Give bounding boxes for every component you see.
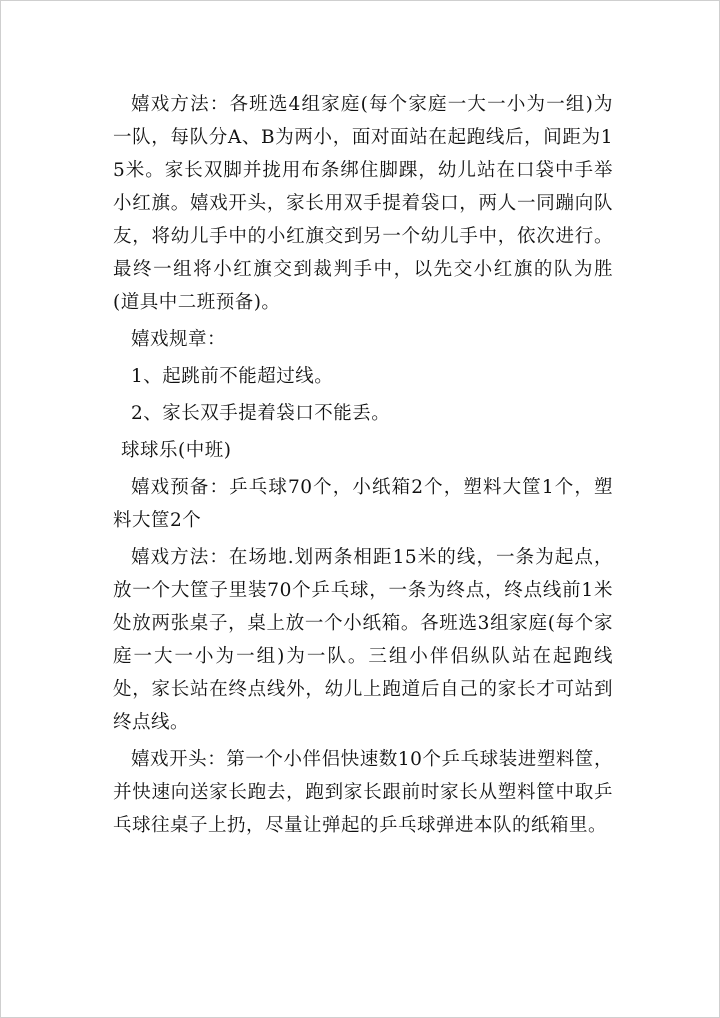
paragraph-game-method-2: 嬉戏方法：在场地.划两条相距15米的线，一条为起点，放一个大筐子里装70个乒乓球，一条为终点，终点线前1米处放两张桌子，桌上放一个小纸箱。各班选3组家庭(每个家庭一大一小为一组)为一队。三组小伴侣纵队站在起跑线处，家长站在终点线外，幼儿上跑道后自己的家长才可站到终点线。: [113, 547, 613, 733]
paragraph-rule-1: 1、起跳前不能超过线。: [131, 366, 334, 387]
paragraph-game-start: 嬉戏开头：第一个小伴侣快速数10个乒乓球装进塑料筐，并快速向送家长跑去，跑到家长跟前时家长从塑料筐中取乒乓球往桌子上扔，尽量让弹起的乒乓球弹进本队的纸箱里。: [113, 749, 613, 836]
document-body: [113, 88, 613, 846]
paragraph-game-preparation: 嬉戏预备：乒乓球70个，小纸箱2个，塑料大筐1个，塑料大筐2个: [113, 477, 613, 531]
paragraph-game-method-1: 嬉戏方法：各班选4组家庭(每个家庭一大一小为一组)为一队，每队分A、B为两小，面对面站在起跑线后，间距为15米。家长双脚并拢用布条绑住脚踝，幼儿站在口袋中手举小红旗。嬉戏开头，家长用双手提着袋口，两人一同蹦向队友，将幼儿手中的小红旗交到另一个幼儿手中，依次进行。最终一组将小红旗交到裁判手中，以先交小红旗的队为胜(道具中二班预备)。: [113, 94, 613, 313]
paragraph-rule-2: 2、家长双手提着袋口不能丢。: [131, 403, 391, 424]
paragraph-game-rules-heading: 嬉戏规章：: [131, 329, 227, 350]
section-title-ball-game: 球球乐(中班): [121, 440, 232, 461]
